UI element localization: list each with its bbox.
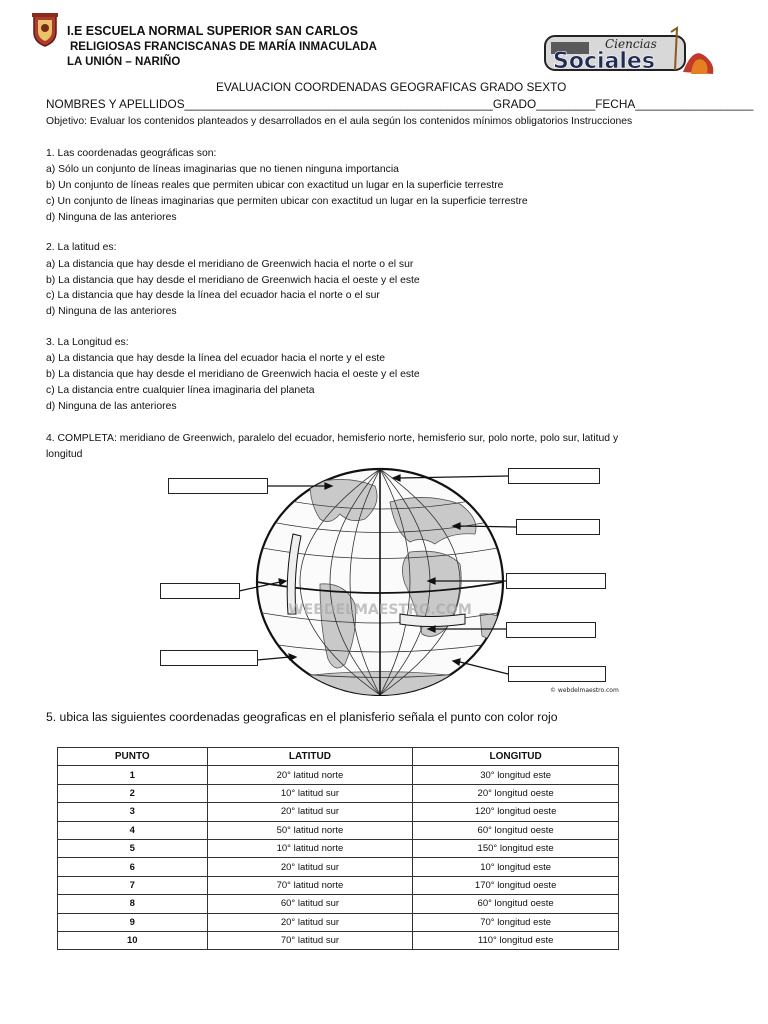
- q3-option-c[interactable]: c) La distancia entre cualquier línea imaginaria del planeta: [46, 385, 315, 396]
- globe-credit: © webdelmaestro.com: [550, 687, 619, 694]
- latitude-cell: 10° latitud norte: [207, 839, 413, 857]
- congregation-name: RELIGIOSAS FRANCISCANAS DE MARÍA INMACULADA: [70, 41, 377, 53]
- q3-option-a[interactable]: a) La distancia que hay desde la línea del ecuador hacia el norte y el este: [46, 353, 386, 364]
- q2-option-a[interactable]: a) La distancia que hay desde el meridiano de Greenwich hacia el norte o el sur: [46, 259, 414, 270]
- point-number: 7: [58, 876, 208, 894]
- longitude-cell: 120° longitud oeste: [413, 803, 619, 821]
- school-location: LA UNIÓN – NARIÑO: [67, 56, 181, 68]
- q3-option-b[interactable]: b) La distancia que hay desde el meridiano de Greenwich hacia el oeste y el este: [46, 369, 420, 380]
- q3-option-d[interactable]: d) Ninguna de las anteriores: [46, 401, 177, 412]
- table-header-row: [58, 748, 619, 766]
- latitude-cell: 20° latitud sur: [207, 803, 413, 821]
- globe-answer-box-2[interactable]: [508, 468, 600, 484]
- point-number: 2: [58, 784, 208, 802]
- longitude-cell: 170° longitud oeste: [413, 876, 619, 894]
- q4-prompt-line1: 4. COMPLETA: meridiano de Greenwich, paralelo del ecuador, hemisferio norte, hemisferio sur, polo norte, polo sur, latitud y: [46, 433, 619, 444]
- table-row: [58, 895, 619, 913]
- logo-word-text: Sociales: [553, 49, 655, 74]
- q1-option-d[interactable]: d) Ninguna de las anteriores: [46, 212, 177, 223]
- q3-prompt: 3. La Longitud es:: [46, 337, 129, 348]
- point-number: 6: [58, 858, 208, 876]
- longitude-cell: 150° longitud este: [413, 839, 619, 857]
- globe-answer-box-8[interactable]: [508, 666, 606, 682]
- point-number: 9: [58, 913, 208, 931]
- globe-diagram: [160, 464, 620, 696]
- table-row: [58, 858, 619, 876]
- point-number: 4: [58, 821, 208, 839]
- q1-option-a[interactable]: a) Sólo un conjunto de líneas imaginarias que no tienen ninguna importancia: [46, 164, 399, 175]
- q2-option-b[interactable]: b) La distancia que hay desde el meridiano de Greenwich hacia el oeste y el este: [46, 275, 420, 286]
- longitude-cell: 10° longitud este: [413, 858, 619, 876]
- table-row: [58, 876, 619, 894]
- point-number: 8: [58, 895, 208, 913]
- header-punto: PUNTO: [58, 748, 208, 766]
- longitude-cell: 70° longitud este: [413, 913, 619, 931]
- q5-prompt: 5. ubica las siguientes coordenadas geograficas en el planisferio señala el punto con color rojo: [46, 710, 558, 724]
- q1-option-b[interactable]: b) Un conjunto de líneas reales que permiten ubicar con exactitud un lugar en la superficie terrestre: [46, 180, 504, 191]
- table-row: [58, 821, 619, 839]
- latitude-cell: 20° latitud sur: [207, 858, 413, 876]
- logo-script-text: Ciencias: [605, 37, 657, 51]
- point-number: 10: [58, 931, 208, 949]
- latitude-cell: 20° latitud sur: [207, 913, 413, 931]
- q2-option-c[interactable]: c) La distancia que hay desde la línea del ecuador hacia el norte o el sur: [46, 290, 380, 301]
- q4-prompt-line2: longitud: [46, 449, 83, 460]
- school-crest-icon: [30, 12, 60, 48]
- longitude-cell: 60° longitud oeste: [413, 895, 619, 913]
- globe-answer-box-5[interactable]: [506, 573, 606, 589]
- latitude-cell: 50° latitud norte: [207, 821, 413, 839]
- table-row: [58, 766, 619, 784]
- globe-answer-box-1[interactable]: [168, 478, 268, 494]
- exam-title: EVALUACION COORDENADAS GEOGRAFICAS GRADO SEXTO: [216, 80, 567, 94]
- name-grade-date-field[interactable]: NOMBRES Y APELLIDOS_______________________________________________GRADO_________FECHA__________________: [46, 97, 754, 111]
- school-name: I.E ESCUELA NORMAL SUPERIOR SAN CARLOS: [67, 24, 358, 38]
- longitude-cell: 110° longitud este: [413, 931, 619, 949]
- globe-answer-box-3[interactable]: [516, 519, 600, 535]
- globe-answer-box-6[interactable]: [506, 622, 596, 638]
- header-longitud: LONGITUD: [413, 748, 619, 766]
- q2-prompt: 2. La latitud es:: [46, 242, 117, 253]
- table-row: [58, 931, 619, 949]
- latitude-cell: 20° latitud norte: [207, 766, 413, 784]
- longitude-cell: 60° longitud oeste: [413, 821, 619, 839]
- globe-answer-box-4[interactable]: [160, 583, 240, 599]
- table-row: [58, 839, 619, 857]
- point-number: 1: [58, 766, 208, 784]
- globe-watermark: WEBDELMAESTRO.COM: [288, 602, 472, 618]
- table-row: [58, 913, 619, 931]
- latitude-cell: 60° latitud sur: [207, 895, 413, 913]
- q1-prompt: 1. Las coordenadas geográficas son:: [46, 148, 217, 159]
- point-number: 3: [58, 803, 208, 821]
- latitude-cell: 70° latitud norte: [207, 876, 413, 894]
- globe-answer-box-7[interactable]: [160, 650, 258, 666]
- latitude-cell: 10° latitud sur: [207, 784, 413, 802]
- table-row: [58, 784, 619, 802]
- point-number: 5: [58, 839, 208, 857]
- header-latitud: LATITUD: [207, 748, 413, 766]
- table-row: [58, 803, 619, 821]
- q2-option-d[interactable]: d) Ninguna de las anteriores: [46, 306, 177, 317]
- coordinates-table: [57, 747, 619, 950]
- longitude-cell: 30° longitud este: [413, 766, 619, 784]
- longitude-cell: 20° longitud oeste: [413, 784, 619, 802]
- exam-objective: Objetivo: Evaluar los contenidos planteados y desarrollados en el aula según los contenidos mínimos obligatorios Instrucciones: [46, 116, 633, 127]
- latitude-cell: 70° latitud sur: [207, 931, 413, 949]
- ciencias-sociales-logo: [543, 26, 721, 78]
- q1-option-c[interactable]: c) Un conjunto de líneas imaginarias que permiten ubicar con exactitud un lugar en la superficie terrestre: [46, 196, 528, 207]
